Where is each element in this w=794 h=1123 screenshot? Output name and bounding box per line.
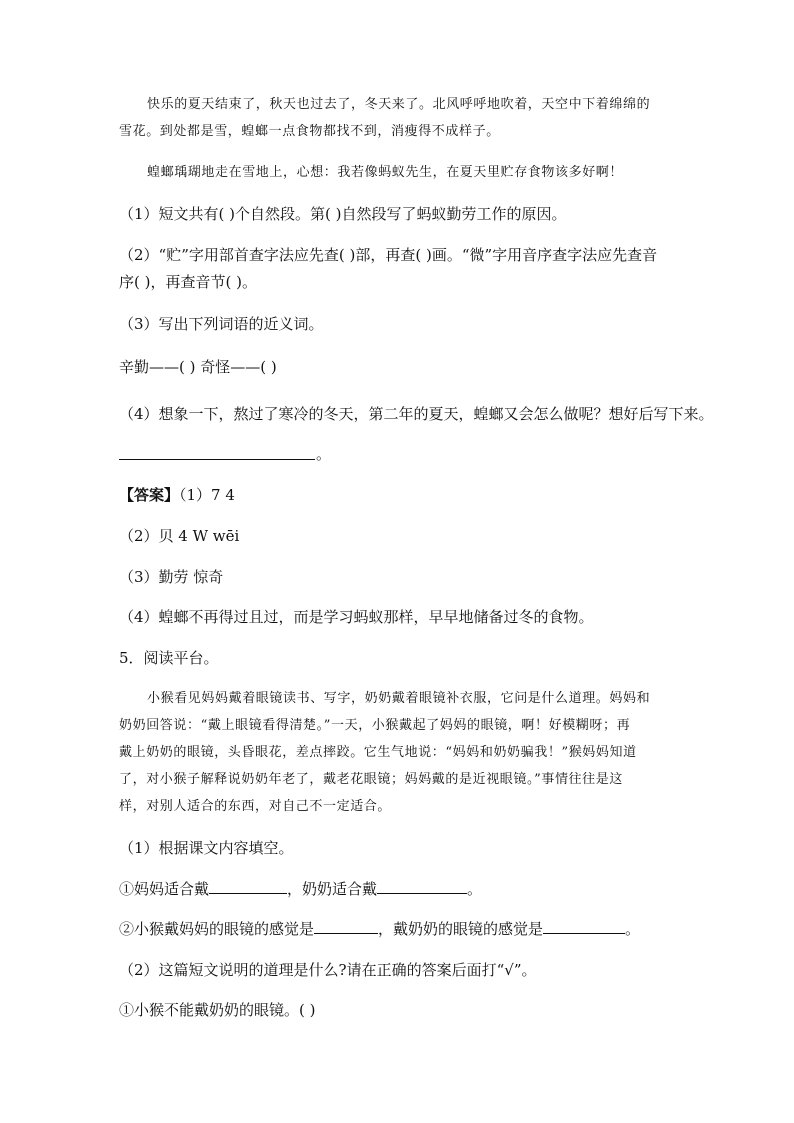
fill-blank-2-prefix: ②小猴戴妈妈的眼镜的感觉是 bbox=[119, 920, 315, 938]
question-4-end: 。 bbox=[316, 445, 332, 463]
passage-line: 快乐的夏天结束了，秋天也过去了，冬天来了。北风呼呼地吹着，天空中下着绵绵的 bbox=[147, 97, 651, 112]
answer-2: （2）贝 4 W wēi bbox=[119, 527, 240, 545]
fill-blank-2-middle: ，戴奶奶的眼镜的感觉是 bbox=[378, 920, 544, 938]
reading-passage-line: 了，对小猴子解释说奶奶年老了，戴老花眼镜；妈妈戴的是近视眼镜。”事情往往是这 bbox=[119, 772, 623, 787]
reading-passage-line: 样，对别人适合的东西，对自己不一定适合。 bbox=[119, 799, 392, 814]
question-2-line-1: （2）“贮”字用部首查字法应先查( )部，再查( )画。“微”字用音序查字法应先查音 bbox=[119, 246, 658, 264]
question-3: （3）写出下列词语的近义词。 bbox=[119, 315, 324, 333]
answer-1-text: （1）7 4 bbox=[179, 486, 235, 504]
fill-blank-2-end: 。 bbox=[625, 920, 641, 938]
answer-3: （3）勤劳 惊奇 bbox=[119, 568, 224, 586]
question-2-line-2: 序( )，再查音节( )。 bbox=[119, 273, 257, 291]
fill-blank-1-end: 。 bbox=[467, 880, 483, 898]
answer-blank-line bbox=[119, 459, 315, 460]
blank-underline bbox=[377, 879, 467, 894]
question-1: （1）短文共有( )个自然段。第( )自然段写了蚂蚁勤劳工作的原因。 bbox=[119, 205, 567, 223]
fill-blank-2 bbox=[119, 919, 640, 939]
reading-passage-line: 戴上奶奶的眼镜，头昏眼花，差点摔跤。它生气地说：“妈妈和奶奶骗我！”猴妈妈知道 bbox=[119, 745, 637, 760]
question-3-words: 辛勤——( ) 奇怪——( ) bbox=[119, 358, 277, 376]
section-5-option-1: ①小猴不能戴奶奶的眼镜。( ) bbox=[119, 1001, 316, 1019]
passage-line: 蝗螂瑀瑚地走在雪地上，心想：我若像蚂蚁先生，在夏天里贮存食物该多好啊！ bbox=[147, 165, 624, 180]
answer-1 bbox=[119, 485, 235, 505]
fill-blank-1-middle: ，奶奶适合戴 bbox=[287, 880, 378, 898]
blank-underline bbox=[209, 879, 287, 894]
passage-line: 雪花。到处都是雪，蝗螂一点食物都找不到，消瘦得不成样子。 bbox=[119, 124, 500, 139]
blank-underline bbox=[314, 919, 378, 934]
answer-4: （4）蝗螂不再得过且过，而是学习蚂蚁那样，早早地储备过冬的食物。 bbox=[119, 608, 594, 626]
fill-blank-1-prefix: ①妈妈适合戴 bbox=[119, 880, 210, 898]
fill-blank-1 bbox=[119, 879, 482, 899]
section-5-title: 5．阅读平台。 bbox=[119, 649, 219, 667]
question-4: （4）想象一下，熬过了寒冷的冬天，第二年的夏天，蝗螂又会怎么做呢？想好后写下来。 bbox=[119, 405, 714, 423]
section-5-question-1: （1）根据课文内容填空。 bbox=[119, 839, 294, 857]
reading-passage-line: 奶奶回答说：“戴上眼镜看得清楚。”一天，小猴戴起了妈妈的眼镜，啊！好模糊呀；再 bbox=[119, 718, 631, 733]
reading-passage-line: 小猴看见妈妈戴着眼镜读书、写字，奶奶戴着眼镜补衣服，它问是什么道理。妈妈和 bbox=[147, 691, 651, 706]
answer-tag: 【答案】 bbox=[119, 486, 180, 504]
section-5-question-2: （2）这篇短文说明的道理是什么?请在正确的答案后面打“√”。 bbox=[119, 961, 537, 979]
blank-underline bbox=[543, 919, 625, 934]
